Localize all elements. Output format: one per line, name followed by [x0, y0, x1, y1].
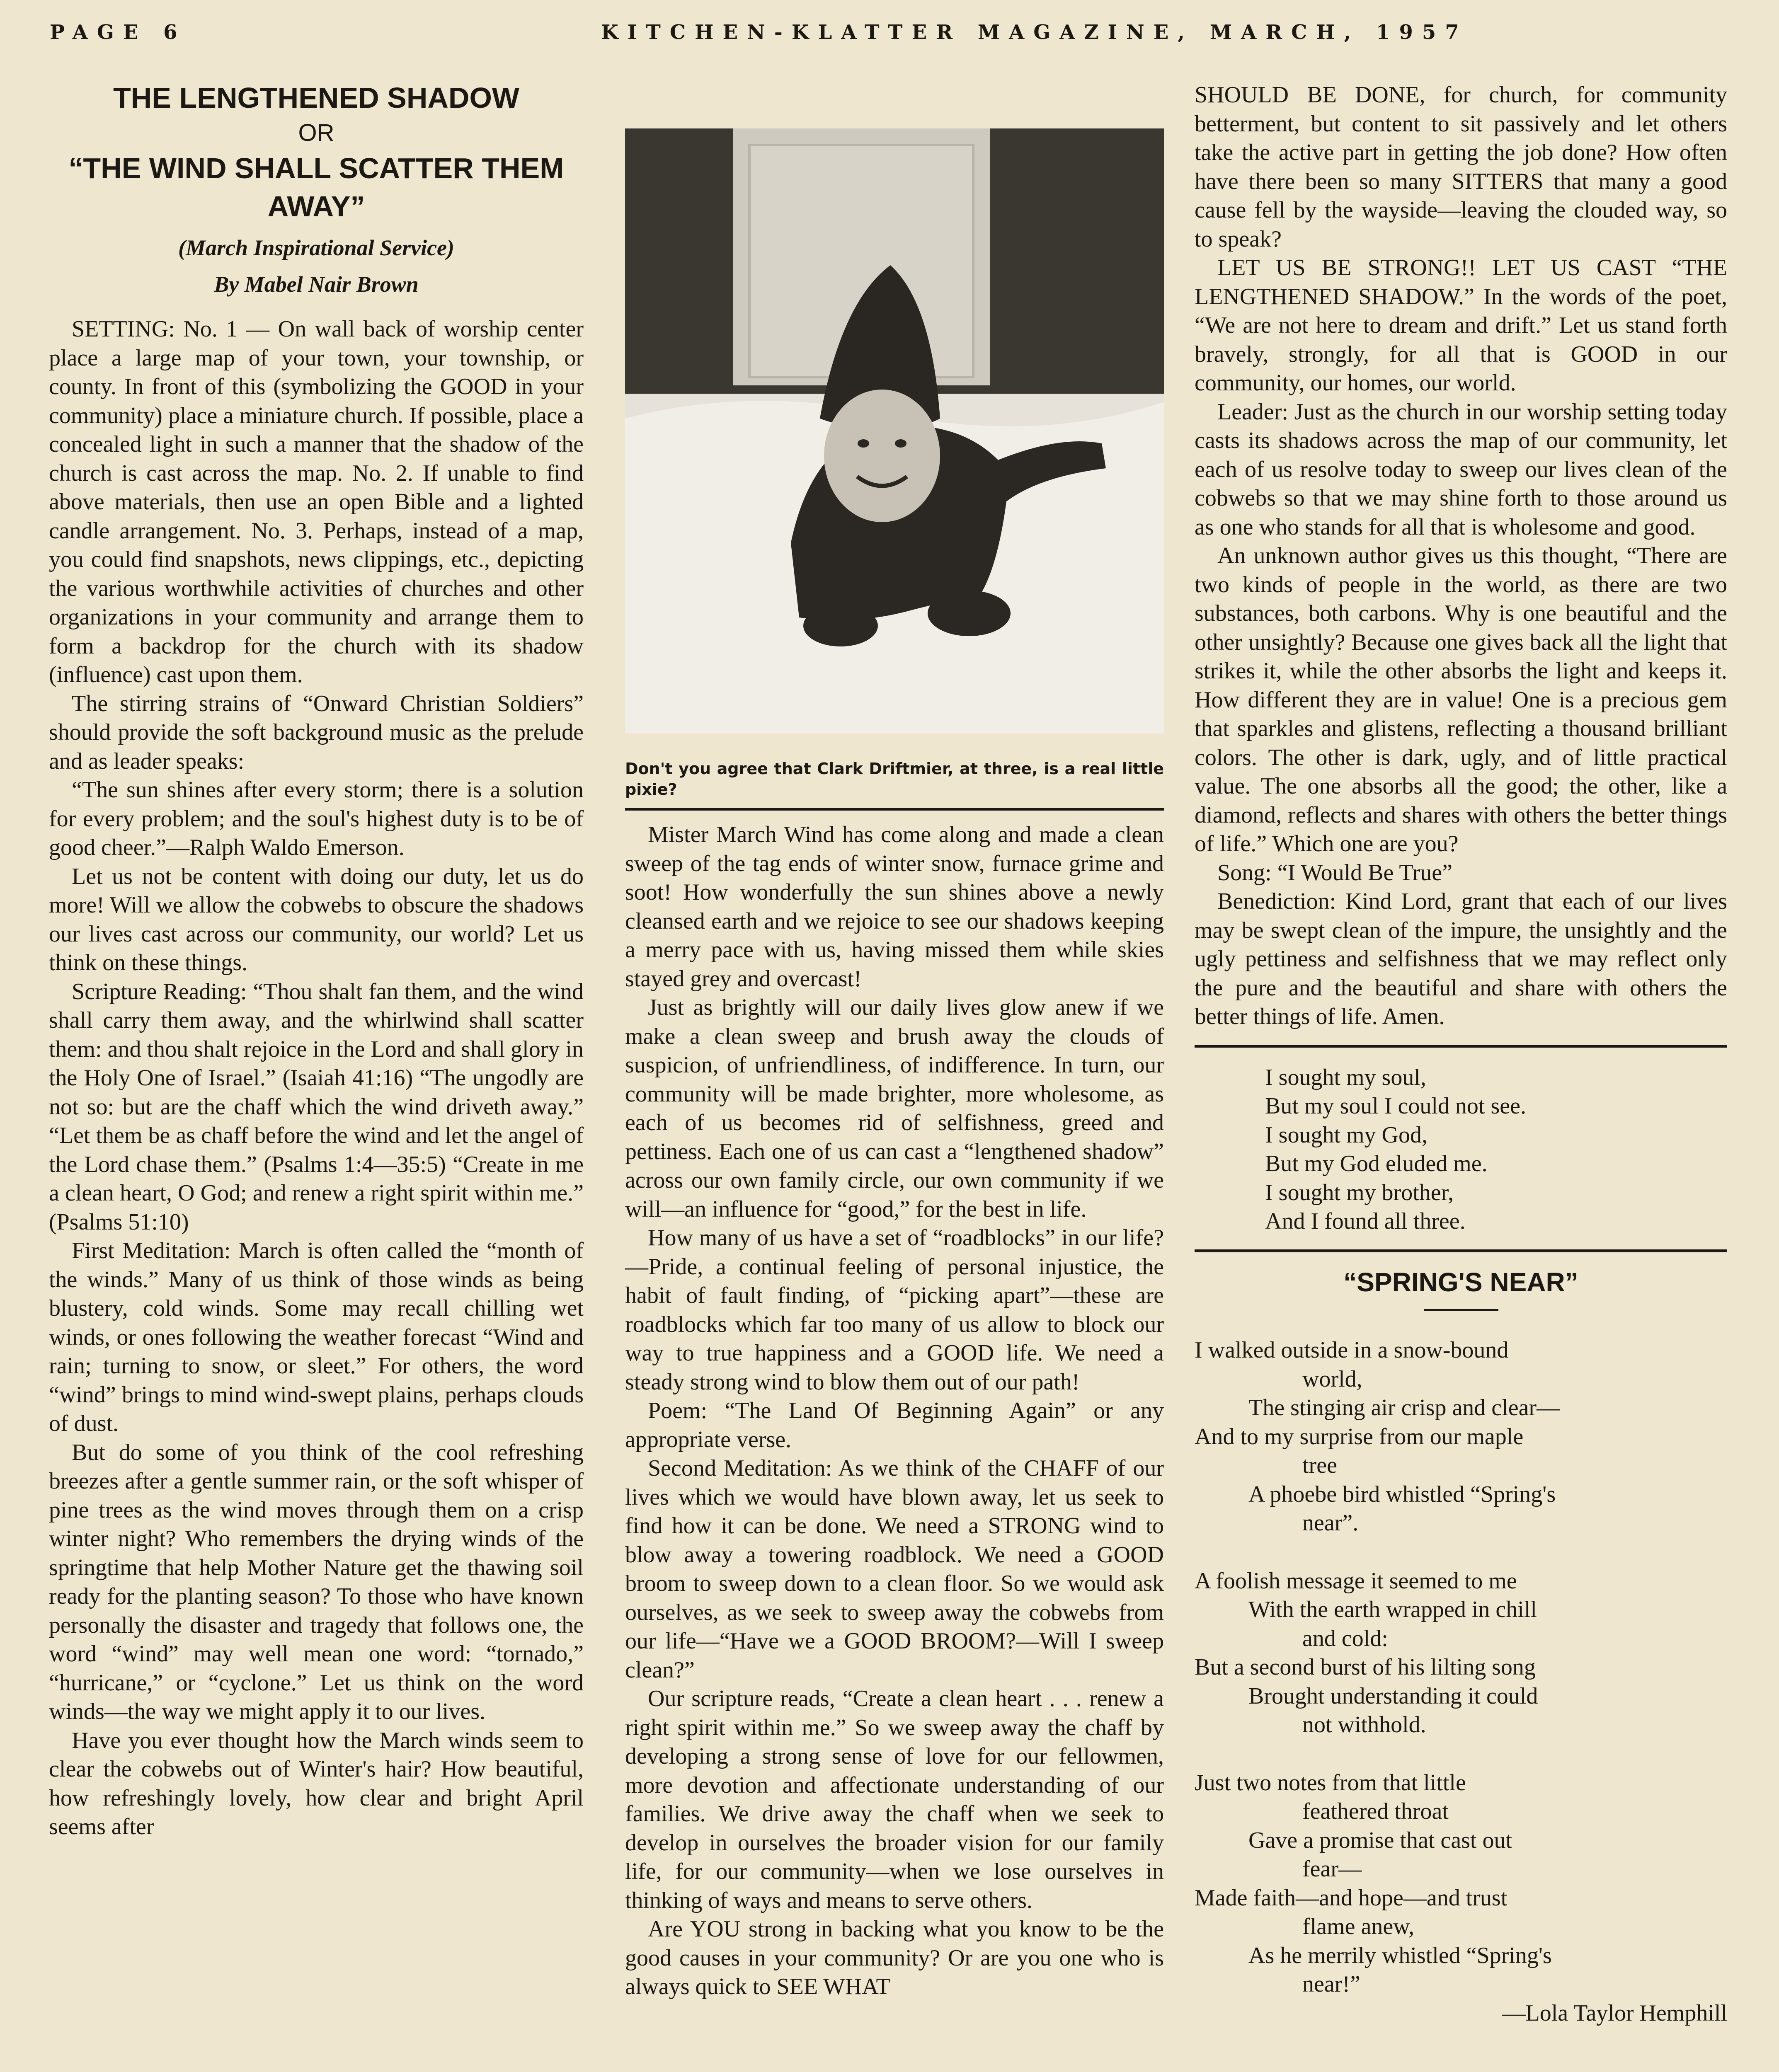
poem-line: Made faith—and hope—and trust	[1195, 1885, 1508, 1911]
poem-line: not withhold.	[1302, 1712, 1426, 1738]
page-number: PAGE 6	[50, 21, 187, 44]
paragraph: SHOULD BE DONE, for church, for community betterment, but content to sit passively and let others take the active part in getting the job done? How often have there been so many SITTERS that many a good cause fell by the wayside—leaving the clouded way, so to speak?	[1195, 82, 1727, 252]
title-underline	[1424, 1309, 1498, 1311]
paragraph: Poem: “The Land Of Beginning Again” or any appropriate verse.	[625, 1398, 1164, 1452]
paragraph: Scripture Reading: “Thou shalt fan them, and the wind shall carry them away, and the whirlwind shall scatter them: and thou shalt rejoice in the Lord and shall glory in the Holy One of Israel.” (Isaiah 41:16) “The ungodly are not so: but are the chaff which the wind driveth away.” “Let them be as chaff before the wind and let the angel of the Lord chase them.” (Psalms 1:4—35:5) “Create in me a clean heart, O God; and renew a right spirit within me.” (Psalms 51:10)	[49, 978, 584, 1235]
photo-block	[625, 128, 1164, 811]
article-title-or: OR	[298, 119, 334, 146]
paragraph: Leader: Just as the church in our worship setting today casts its shadows across the map of our community, let each of us resolve today to sweep our lives clean of the cobwebs so that we may shine forth to those around us as one who stands for all that is wholesome and good.	[1195, 399, 1727, 540]
paragraph: Let us not be content with doing our duty, let us do more! Will we allow the cobwebs to obscure the shadows our lives cast across our community, our world? Let us think on these things.	[49, 863, 584, 975]
poem-line: Just two notes from that little	[1195, 1769, 1466, 1796]
page-header	[50, 21, 1720, 62]
poem-line: But my God eluded me.	[1265, 1151, 1488, 1176]
poem-author: —Lola Taylor Hemphill	[1502, 2000, 1727, 2026]
article-title-2: “THE WIND SHALL SCATTER THEM AWAY”	[68, 152, 564, 223]
section-divider	[1195, 1249, 1727, 1252]
article-column-1	[49, 79, 584, 1842]
poem-line: A phoebe bird whistled “Spring's	[1248, 1481, 1556, 1507]
photo-caption: Don't you agree that Clark Driftmier, at three, is a real little pixie?	[625, 760, 1164, 799]
paragraph: But do some of you think of the cool refreshing breezes after a gentle summer rain, or the soft whisper of pine trees as the wind moves through them on a crisp winter night? Who remembers the drying winds of the springtime that help Mother Nature get the thawing soil ready for the planting season? To those who have known personally the disaster and tragedy that follows one, the word “wind” may well mean one word: “tornado,” “hurricane,” or “cyclone.” Let us think on the word winds—the way we might apply it to our lives.	[49, 1439, 584, 1724]
paragraph: An unknown author gives us this thought, “There are two kinds of people in the world, as there are two substances, both carbons. Why is one beautiful and the other unsightly? Because one gives back all the light that strikes it, while the other absorbs the light and keeps it. How different they are in value! One is a precious gem that sparkles and glistens, reflecting a thousand brilliant colors. The other is dark, ugly, and of little practical value. The one absorbs all the good; the other, like a diamond, reflects and shares with others the better things of life.” Which one are you?	[1195, 543, 1727, 857]
paragraph: Our scripture reads, “Create a clean heart . . . renew a right spirit within me.” So we sweep away the chaff by developing a strong sense of love for our fellowmen, more devotion and affectionate understanding of our families. We drive away the chaff when we seek to develop in ourselves the broader vision for our family life, for our community—when we lose ourselves in thinking of ways and means to serve others.	[625, 1686, 1164, 1913]
photo-illustration	[625, 128, 1164, 733]
paragraph: How many of us have a set of “roadblocks” in our life?—Pride, a continual feeling of personal injustice, the habit of fault finding, of “picking apart”—these are roadblocks which far too many of us allow to block our way to true happiness and a GOOD life. We need a steady strong wind to blow them out of our path!	[625, 1225, 1164, 1395]
poem-line: Gave a promise that cast out	[1248, 1827, 1512, 1853]
paragraph: Benediction: Kind Lord, grant that each of our lives may be swept clean of the impure, the unsightly and the ugly pettiness and selfishness that we may reflect only the pure and the beautiful and share with others the better things of life. Amen.	[1195, 888, 1727, 1029]
poem-line: flame anew,	[1302, 1914, 1414, 1939]
spring-poem	[1195, 1336, 1727, 2028]
poem-line: And to my surprise from our maple	[1195, 1423, 1524, 1450]
article-title: THE LENGTHENED SHADOW	[113, 82, 519, 114]
paragraph: Song: “I Would Be True”	[1217, 859, 1452, 886]
poem-line: I walked outside in a snow-bound	[1195, 1337, 1509, 1363]
poem-line: Brought understanding it could	[1248, 1683, 1538, 1709]
paragraph: Just as brightly will our daily lives glow anew if we make a clean sweep and brush away the clouds of suspicion, of unfriendliness, of indifference. In turn, our community will be made brighter, more wholesome, as each of us becomes rid of selfishness, greed and pettiness. Each one of us can cast a “lengthened shadow” across our own family circle, our own community if we will—an influence for “good,” for the best in life.	[625, 995, 1164, 1222]
paragraph: Mister March Wind has come along and made a clean sweep of the tag ends of winter snow, furnace grime and soot! How wonderfully the sun shines above a newly cleansed earth and we rejoice to see our shadows keeping a merry pace with us, having missed them while skies stayed grey and overcast!	[625, 822, 1164, 992]
poem-line: near!”	[1302, 1971, 1360, 1997]
magazine-title: KITCHEN-KLATTER MAGAZINE, MARCH, 1957	[601, 21, 1468, 44]
poem-line: feathered throat	[1302, 1798, 1449, 1824]
spring-poem-title: “SPRING'S NEAR”	[1343, 1267, 1578, 1297]
article-column-3	[1195, 81, 1727, 2028]
poem-line: and cold:	[1302, 1625, 1388, 1651]
paragraph: LET US BE STRONG!! LET US CAST “THE LENGTHENED SHADOW.” In the words of the poet, “We are not here to dream and drift.” Let us stand forth bravely, strongly, for all that is GOOD in our community, our homes, our world.	[1195, 255, 1727, 396]
paragraph: “The sun shines after every storm; there is a solution for every problem; and the soul's highest duty is to be of good cheer.”—Ralph Waldo Emerson.	[49, 777, 584, 860]
poem-line: But my soul I could not see.	[1265, 1093, 1526, 1119]
article-subtitle: (March Inspirational Service)	[178, 235, 455, 260]
poem-line: The stinging air crisp and clear—	[1248, 1395, 1560, 1421]
poem-line: With the earth wrapped in chill	[1248, 1597, 1537, 1622]
poem-line: But a second burst of his lilting song	[1195, 1654, 1536, 1680]
poem-line: near”.	[1302, 1510, 1359, 1536]
paragraph: SETTING: No. 1 — On wall back of worship center place a large map of your town, your township, or county. In front of this (symbolizing the GOOD in your community) place a miniature church. If possible, place a concealed light in such a manner that the shadow of the church is cast across the map. No. 2. If unable to find above materials, then use an open Bible and a lighted candle arrangement. No. 3. Perhaps, instead of a map, you could find snapshots, news clippings, etc., depicting the various worthwhile activities of churches and other organizations in your community and arrange them to form a backdrop for the church with its shadow (influence) cast upon them.	[49, 316, 584, 687]
poem-line: I sought my brother,	[1265, 1179, 1454, 1205]
poem-line: I sought my soul,	[1265, 1064, 1426, 1090]
paragraph: First Meditation: March is often called the “month of the winds.” Many of us think of those winds as being blustery, cold winds. Some may recall chilling wet winds, or ones following the weather forecast “Wind and rain; turning to snow, or sleet.” For others, the word “wind” brings to mind wind-swept plains, perhaps clouds of dust.	[49, 1238, 584, 1436]
child-in-snow-photo	[625, 128, 1164, 733]
poem-line: A foolish message it seemed to me	[1195, 1568, 1517, 1594]
caption-divider	[625, 808, 1164, 811]
poem-line: fear—	[1302, 1856, 1362, 1882]
paragraph: Are YOU strong in backing what you know to be the good causes in your community? Or are you one who is always quick to SEE WHAT	[625, 1916, 1164, 1999]
poem-line: As he merrily whistled “Spring's	[1248, 1942, 1552, 1968]
soul-poem	[1265, 1063, 1727, 1236]
section-divider	[1195, 1045, 1727, 1048]
poem-line: I sought my God,	[1265, 1122, 1428, 1148]
poem-line: And I found all three.	[1265, 1208, 1466, 1234]
paragraph: Have you ever thought how the March winds seem to clear the cobwebs out of Winter's hair? How beautiful, how refreshingly lovely, how clear and bright April seems after	[49, 1727, 584, 1840]
poem-line: tree	[1302, 1452, 1337, 1478]
article-column-2	[625, 821, 1164, 2002]
article-byline: By Mabel Nair Brown	[214, 272, 419, 297]
paragraph: Second Meditation: As we think of the CHAFF of our lives which we would have blown away, let us seek to find how it can be done. We need a STRONG wind to blow away a towering roadblock. We need a GOOD broom to sweep down to a clean floor. So we would ask ourselves, as we seek to sweep away the cobwebs from our life—“Have we a GOOD BROOM?—Will I sweep clean?”	[625, 1455, 1164, 1683]
paragraph: The stirring strains of “Onward Christian Soldiers” should provide the soft background music as the prelude and as leader speaks:	[49, 690, 584, 774]
poem-line: world,	[1302, 1366, 1362, 1392]
